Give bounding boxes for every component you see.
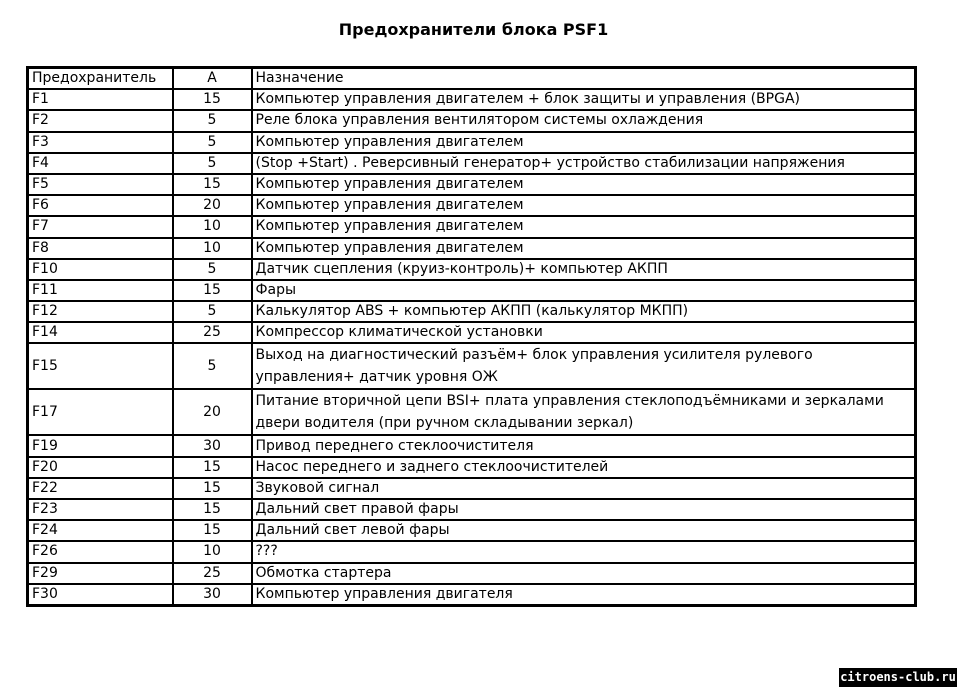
table-row xyxy=(28,238,916,259)
fuse-amp-cell: 25 xyxy=(173,322,252,343)
fuse-id-cell: F12 xyxy=(28,301,173,322)
fuse-id-cell: F5 xyxy=(28,174,173,195)
fuse-amp-cell: 15 xyxy=(173,520,252,541)
fuse-id-cell: F26 xyxy=(28,541,173,562)
fuse-amp-cell: 15 xyxy=(173,457,252,478)
fuse-amp-cell: 20 xyxy=(173,389,252,435)
fuse-id-cell: F30 xyxy=(28,584,173,606)
fuse-purpose-cell: Компрессор климатической установки xyxy=(252,322,916,343)
fuse-id-cell: F8 xyxy=(28,238,173,259)
fuse-amp-cell: 15 xyxy=(173,499,252,520)
fuse-purpose-cell: Компьютер управления двигателем + блок защиты и управления (BPGA) xyxy=(252,89,916,110)
fuse-id-cell: F3 xyxy=(28,132,173,153)
table-row xyxy=(28,584,916,606)
table-row xyxy=(28,89,916,110)
fuse-purpose-cell: Фары xyxy=(252,280,916,301)
fuse-purpose-cell: Выход на диагностический разъём+ блок управления усилителя рулевого управления+ датчик уровня ОЖ xyxy=(252,343,916,389)
fuse-amp-cell: 5 xyxy=(173,343,252,389)
page-title: Предохранители блока PSF1 xyxy=(338,20,609,39)
fuse-purpose-cell: Датчик сцепления (круиз-контроль)+ компьютер АКПП xyxy=(252,259,916,280)
fuse-amp-cell: 10 xyxy=(173,238,252,259)
fuse-id-cell: F11 xyxy=(28,280,173,301)
table-row xyxy=(28,389,916,435)
table-row xyxy=(28,520,916,541)
table-row xyxy=(28,343,916,389)
fuse-id-cell: F6 xyxy=(28,195,173,216)
table-row xyxy=(28,110,916,131)
fuse-id-cell: F15 xyxy=(28,343,173,389)
fuse-amp-cell: 10 xyxy=(173,216,252,237)
table-header-row xyxy=(28,68,916,90)
fuse-id-cell: F22 xyxy=(28,478,173,499)
fuse-id-cell: F23 xyxy=(28,499,173,520)
fuse-amp-cell: 5 xyxy=(173,153,252,174)
fuse-purpose-cell: Дальний свет левой фары xyxy=(252,520,916,541)
table-row xyxy=(28,563,916,584)
fuse-amp-cell: 25 xyxy=(173,563,252,584)
fuse-id-cell: F17 xyxy=(28,389,173,435)
fuse-amp-cell: 30 xyxy=(173,435,252,456)
fuse-amp-cell: 15 xyxy=(173,89,252,110)
fuse-purpose-cell: Реле блока управления вентилятором системы охлаждения xyxy=(252,110,916,131)
fuse-purpose-cell: Дальний свет правой фары xyxy=(252,499,916,520)
header-purpose: Назначение xyxy=(252,68,916,90)
fuse-purpose-cell: Насос переднего и заднего стеклоочистителей xyxy=(252,457,916,478)
fuse-id-cell: F1 xyxy=(28,89,173,110)
fuse-amp-cell: 15 xyxy=(173,478,252,499)
fuse-purpose-cell: Привод переднего стеклоочистителя xyxy=(252,435,916,456)
fuse-purpose-cell: Компьютер управления двигателем xyxy=(252,216,916,237)
fuse-purpose-cell: Калькулятор ABS + компьютер АКПП (калькулятор МКПП) xyxy=(252,301,916,322)
table-row xyxy=(28,478,916,499)
fuse-purpose-cell: Питание вторичной цепи BSI+ плата управления стеклоподъёмниками и зеркалами двери водителя (при ручном складывании зеркал) xyxy=(252,389,916,435)
table-row xyxy=(28,132,916,153)
fuse-amp-cell: 20 xyxy=(173,195,252,216)
table-row xyxy=(28,457,916,478)
fuse-id-cell: F10 xyxy=(28,259,173,280)
fuse-purpose-cell: Компьютер управления двигателем xyxy=(252,195,916,216)
table-row xyxy=(28,280,916,301)
table-row xyxy=(28,541,916,562)
table-row xyxy=(28,499,916,520)
fuse-id-cell: F2 xyxy=(28,110,173,131)
fuse-amp-cell: 5 xyxy=(173,110,252,131)
fuse-id-cell: F19 xyxy=(28,435,173,456)
fuse-purpose-cell: Компьютер управления двигателем xyxy=(252,238,916,259)
fuse-amp-cell: 5 xyxy=(173,301,252,322)
fuse-id-cell: F29 xyxy=(28,563,173,584)
table-row xyxy=(28,216,916,237)
fuse-purpose-cell: Обмотка стартера xyxy=(252,563,916,584)
fuse-purpose-cell: Компьютер управления двигателем xyxy=(252,132,916,153)
fuse-amp-cell: 30 xyxy=(173,584,252,606)
fuse-purpose-cell: ??? xyxy=(252,541,916,562)
fuse-amp-cell: 15 xyxy=(173,174,252,195)
fuse-amp-cell: 10 xyxy=(173,541,252,562)
header-amp: A xyxy=(173,68,252,90)
watermark: citroens-club.ru xyxy=(839,668,957,687)
table-row xyxy=(28,301,916,322)
table-row xyxy=(28,259,916,280)
fuse-purpose-cell: (Stop +Start) . Реверсивный генератор+ устройство стабилизации напряжения xyxy=(252,153,916,174)
fuse-purpose-cell: Звуковой сигнал xyxy=(252,478,916,499)
fuse-id-cell: F20 xyxy=(28,457,173,478)
fuse-id-cell: F7 xyxy=(28,216,173,237)
header-fuse: Предохранитель xyxy=(28,68,173,90)
fuse-amp-cell: 5 xyxy=(173,259,252,280)
fuse-purpose-cell: Компьютер управления двигателя xyxy=(252,584,916,606)
fuse-id-cell: F4 xyxy=(28,153,173,174)
fuse-amp-cell: 5 xyxy=(173,132,252,153)
fuse-id-cell: F14 xyxy=(28,322,173,343)
table-row xyxy=(28,153,916,174)
fuse-purpose-cell: Компьютер управления двигателем xyxy=(252,174,916,195)
table-row xyxy=(28,435,916,456)
fuse-table-body xyxy=(28,89,916,605)
fuse-id-cell: F24 xyxy=(28,520,173,541)
fuse-amp-cell: 15 xyxy=(173,280,252,301)
table-row xyxy=(28,322,916,343)
table-row xyxy=(28,195,916,216)
fuse-table xyxy=(26,66,917,607)
table-row xyxy=(28,174,916,195)
